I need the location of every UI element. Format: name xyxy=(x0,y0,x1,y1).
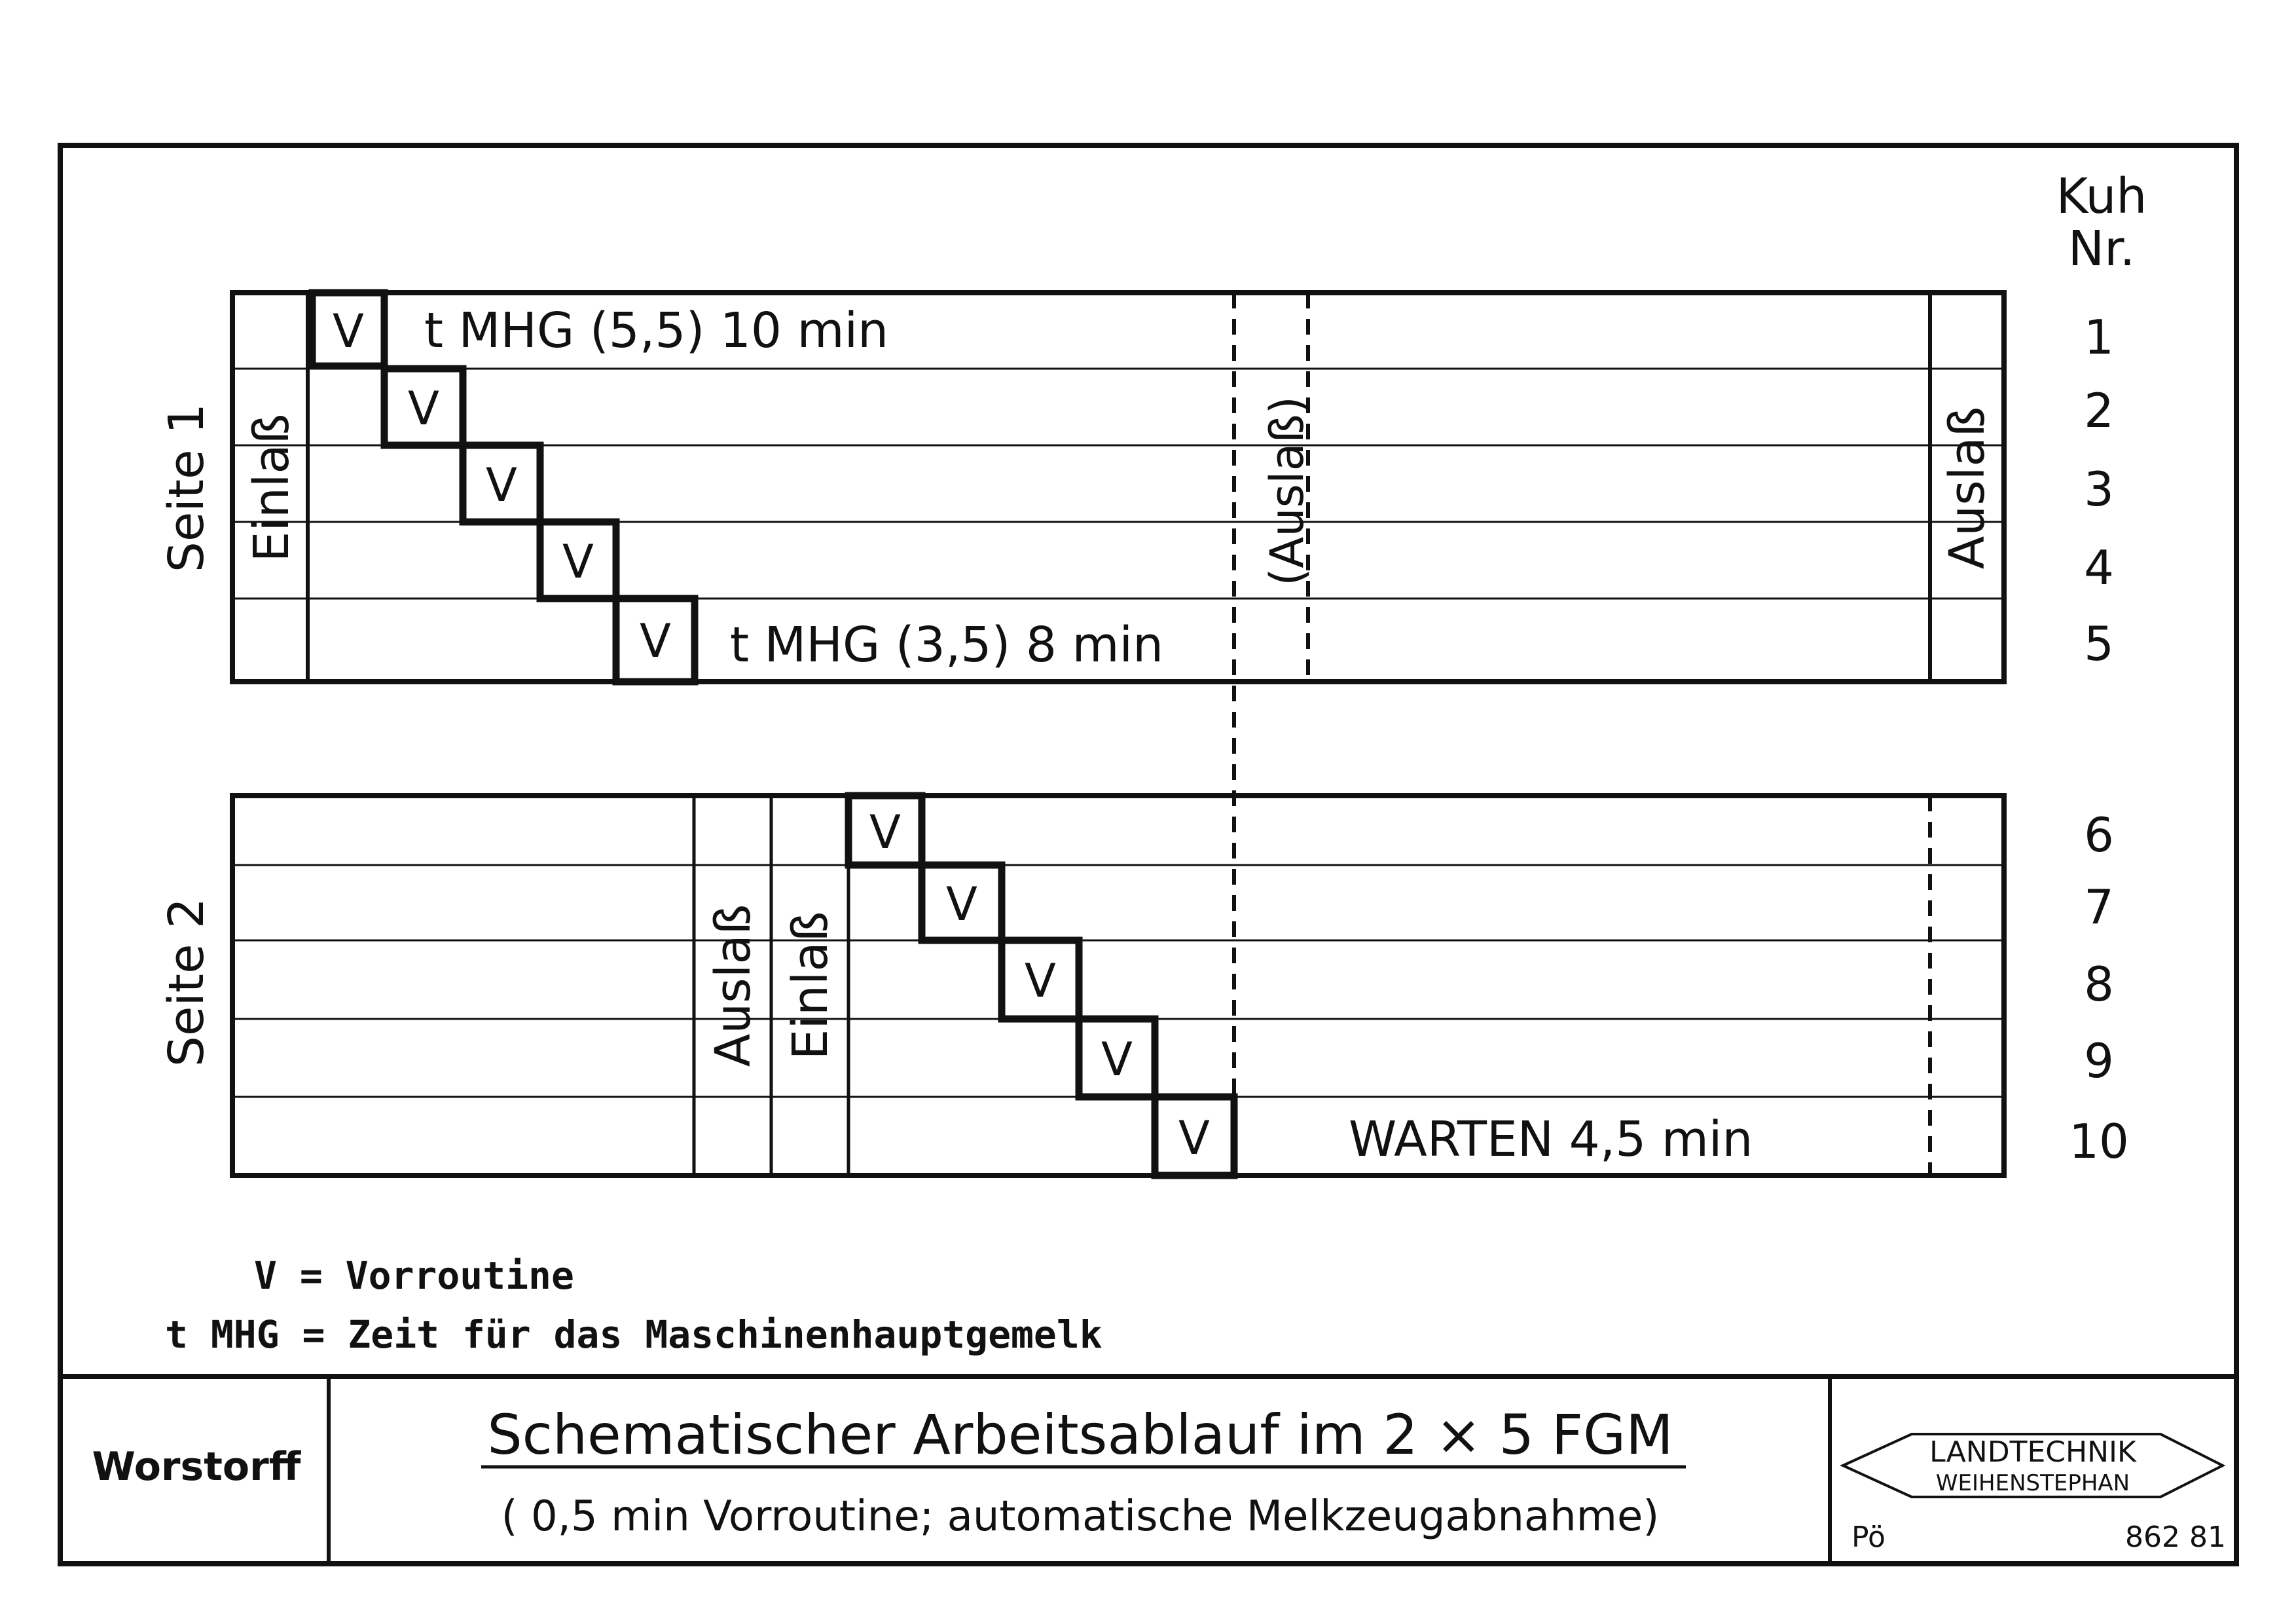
cow-number-4: 4 xyxy=(2084,540,2114,595)
legend-line-1: V = Vorroutine xyxy=(254,1253,574,1298)
side1-v-label-2: V xyxy=(408,382,439,435)
side1-tmhg-bottom: t MHG (3,5) 8 min xyxy=(730,617,1163,673)
side1-v-label-4: V xyxy=(562,535,594,589)
cow-number-1: 1 xyxy=(2084,310,2114,365)
side1-v-label-5: V xyxy=(640,614,671,668)
logo-line-2: WEIHENSTEPHAN xyxy=(1935,1470,2130,1496)
cow-number-9: 9 xyxy=(2084,1033,2114,1088)
side2-auslass-label: Auslaß xyxy=(705,904,761,1067)
cow-number-6: 6 xyxy=(2084,807,2114,862)
side2-v-label-3: V xyxy=(1025,954,1056,1008)
side2-einlass-label: Einlaß xyxy=(782,911,839,1060)
side2-v-label-5: V xyxy=(1178,1111,1210,1165)
side1-auslass-end-label: Auslaß xyxy=(1939,406,1995,570)
footer-title-block xyxy=(60,1376,2236,1564)
legend-line-2: t MHG = Zeit für das Maschinenhauptgemelk xyxy=(165,1312,1102,1357)
cow-number-8: 8 xyxy=(2084,957,2114,1012)
cow-number-7: 7 xyxy=(2084,879,2114,934)
side1-auslass-mid-label: (Auslaß) xyxy=(1260,396,1314,586)
footer-maker: Worstorff xyxy=(92,1444,301,1490)
cow-number-5: 5 xyxy=(2084,616,2114,671)
cow-number-3: 3 xyxy=(2084,462,2114,517)
cow-number-10: 10 xyxy=(2069,1114,2129,1169)
cow-number-2: 2 xyxy=(2084,383,2114,438)
side2-v-label-4: V xyxy=(1101,1033,1133,1086)
side1-grid xyxy=(158,293,2004,682)
logo-line-1: LANDTECHNIK xyxy=(1929,1435,2136,1469)
side2-warten-text: WARTEN 4,5 min xyxy=(1349,1111,1753,1168)
side2-grid xyxy=(158,796,2004,1175)
kuh-header-line1: Kuh xyxy=(2056,168,2147,225)
side1-v-label-1: V xyxy=(333,304,364,358)
kuh-header-line2: Nr. xyxy=(2068,221,2136,277)
footer-drawing-number: 862 81 xyxy=(2125,1521,2226,1554)
side1-einlass-label: Einlaß xyxy=(244,413,300,563)
side1-label: Seite 1 xyxy=(158,403,215,573)
footer-author: Pö xyxy=(1851,1521,1886,1554)
side2-label: Seite 2 xyxy=(158,897,215,1067)
side2-v-label-1: V xyxy=(869,805,901,859)
footer-subtitle: ( 0,5 min Vorroutine; automatische Melkzeugabnahme) xyxy=(501,1492,1660,1541)
side2-v-label-2: V xyxy=(946,877,977,931)
footer-title: Schematischer Arbeitsablauf im 2 × 5 FGM xyxy=(487,1403,1673,1467)
cow-number-column xyxy=(2069,310,2129,1169)
side1-tmhg-top: t MHG (5,5) 10 min xyxy=(424,303,889,359)
side1-v-label-3: V xyxy=(486,458,517,512)
